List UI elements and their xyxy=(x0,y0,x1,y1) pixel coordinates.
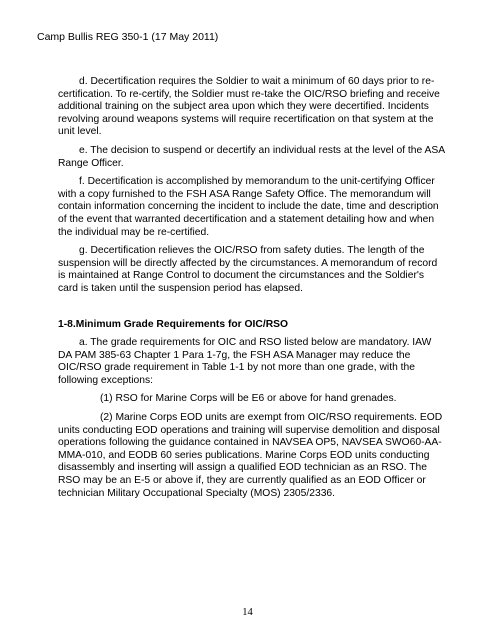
paragraph-f: f. Decertification is accomplished by memorandum to the unit-certifying Officer with a copy furnished to the FSH ASA Range Safety Office. The memorandum will contain information concerning the incident to include the date, time and description of the event that warranted decertification and a statement detailing how and when the individual may be re-certified. xyxy=(58,176,439,238)
page-number: 14 xyxy=(242,607,253,618)
paragraph-d: d. Decertification requires the Soldier to wait a minimum of 60 days prior to re-certification. To re-certify, the Soldier must re-take the OIC/RSO briefing and receive additional training on the subject area upon which they were decertified. Incidents revolving around weapons systems will require recertification on that system at the unit level. xyxy=(58,76,440,138)
exception-item-1: (1) RSO for Marine Corps will be E6 or above for hand grenades. xyxy=(100,393,397,405)
paragraph-g: g. Decertification relieves the OIC/RSO from safety duties. The length of the suspension will be directly affected by the circumstances. A memorandum of record is maintained at Range Control to document the circumstances and the Soldier's card is taken until the suspension period has elapsed. xyxy=(58,245,438,294)
paragraph-e: e. The decision to suspend or decertify an individual rests at the level of the ASA Range Officer. xyxy=(58,144,445,169)
running-header: Camp Bullis REG 350-1 (17 May 2011) xyxy=(37,31,219,43)
section-heading: 1-8.Minimum Grade Requirements for OIC/RSO xyxy=(58,318,289,330)
paragraph-a: a. The grade requirements for OIC and RSO listed below are mandatory. IAW DA PAM 385-63 Chapter 1 Para 1-7g, the FSH ASA Manager may reduce the OIC/RSO grade requirement in Table 1-1 by not more than one grade, with the following exceptions: xyxy=(58,337,432,386)
body-text xyxy=(58,76,446,506)
exception-item-2: (2) Marine Corps EOD units are exempt from OIC/RSO requirements. EOD units conducting EOD operations and training will supervise demolition and disposal operations following the guidance contained in NAVSEA OP5, NAVSEA SWO60-AA-MMA-010, and EODB 60 series publications. Marine Corps EOD units conducting disassembly and inserting will assign a qualified EOD technician as an RSO. The RSO may be an E-5 or above if, they are currently qualified as an EOD Officer or technician Military Occupational Specialty (MOS) 2305/2336. xyxy=(58,412,443,499)
